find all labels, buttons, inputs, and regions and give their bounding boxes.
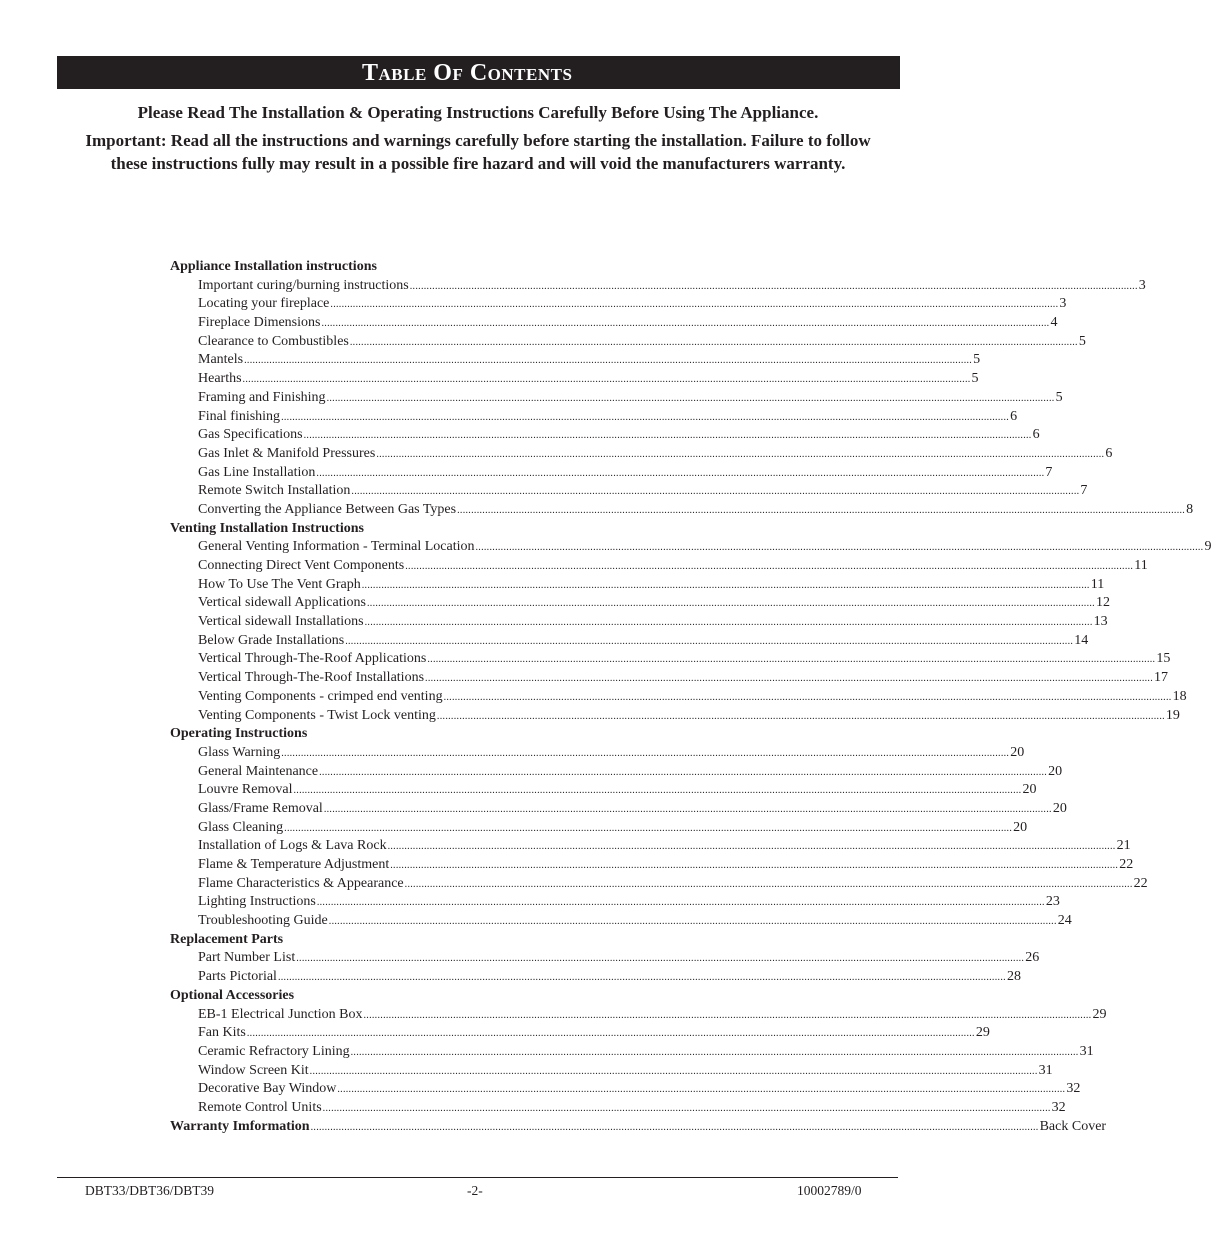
dot-leader: .................................................................................................................................................................................................................................................................... [364, 617, 1093, 629]
toc-entry-page: 7 [1080, 483, 1088, 499]
toc-entry-page: 26 [1025, 950, 1040, 966]
toc-entry-label: Mantels [198, 352, 244, 368]
toc-entry-page: 20 [1013, 819, 1028, 835]
toc-entry-label: Warranty Imformation [170, 1118, 310, 1134]
toc-entry[interactable] [170, 632, 1089, 651]
toc-entry-label: Remote Control Units [198, 1099, 322, 1115]
toc-entry[interactable] [170, 800, 1067, 819]
dot-leader: .................................................................................................................................................................................................................................................................... [390, 860, 1119, 871]
toc-entry-label: Troubleshooting Guide [198, 913, 328, 929]
toc-entry[interactable] [170, 1043, 1094, 1062]
toc-entry-page: 32 [1051, 1099, 1066, 1115]
toc-entry-label: Below Grade Installations [198, 632, 345, 648]
dot-leader: .................................................................................................................................................................................................................................................................... [321, 318, 1050, 330]
toc-entry-page: 6 [1032, 427, 1040, 443]
footer-doc-number: 10002789/0 [797, 1183, 862, 1198]
toc-entry[interactable] [170, 408, 1018, 427]
toc-entry[interactable] [170, 912, 1072, 931]
toc-entry[interactable] [170, 650, 1171, 669]
toc-entry[interactable] [170, 482, 1088, 501]
dot-leader: .................................................................................................................................................................................................................................................................... [277, 972, 1006, 984]
toc-entry-page: 31 [1038, 1062, 1053, 1078]
dot-leader: .................................................................................................................................................................................................................................................................... [303, 430, 1032, 442]
toc-entry-label: Ceramic Refractory Lining [198, 1043, 350, 1059]
toc-entry-label: Glass Cleaning [198, 819, 284, 835]
toc-entry[interactable] [170, 819, 1028, 838]
dot-leader: .................................................................................................................................................................................................................................................................... [316, 897, 1045, 909]
toc-entry-page: 19 [1165, 707, 1180, 723]
toc-entry-label: Vertical Through-The-Roof Installations [198, 670, 425, 686]
toc-entry-label: Gas Line Installation [198, 464, 316, 480]
toc-section-heading: Optional Accessories [170, 987, 295, 1003]
toc-entry-label: Vertical Through-The-Roof Applications [198, 651, 427, 667]
dot-leader: .................................................................................................................................................................................................................................................................... [475, 542, 1204, 554]
toc-entry-page: 17 [1154, 670, 1169, 686]
toc-entry-page: 23 [1045, 894, 1060, 910]
dot-leader: .................................................................................................................................................................................................................................................................... [457, 504, 1186, 516]
dot-leader: .................................................................................................................................................................................................................................................................... [323, 803, 1052, 815]
toc-entry-label: Venting Components - crimped end venting [198, 688, 443, 704]
toc-entry-page: 20 [1048, 763, 1063, 779]
toc-entry[interactable] [170, 464, 1053, 483]
toc-entry[interactable] [170, 576, 1105, 595]
toc-entry-page: 29 [1092, 1006, 1107, 1022]
toc-entry-label: Decorative Bay Window [198, 1081, 337, 1097]
toc-section-heading: Operating Instructions [170, 726, 308, 742]
toc-entry[interactable] [170, 1006, 1107, 1025]
dot-leader: .................................................................................................................................................................................................................................................................... [244, 355, 973, 367]
toc-entry-page: 11 [1134, 558, 1148, 573]
toc-entry[interactable] [170, 314, 1058, 333]
toc-entry[interactable] [170, 1099, 1066, 1118]
toc-entry-label: Gas Specifications [198, 427, 303, 443]
footer-divider [57, 1177, 898, 1178]
dot-leader: .................................................................................................................................................................................................................................................................... [405, 561, 1134, 572]
dot-leader: .................................................................................................................................................................................................................................................................... [387, 841, 1116, 853]
toc-entry-label: Clearance to Combustibles [198, 333, 349, 349]
toc-entry-label: Glass/Frame Removal [198, 800, 323, 816]
dot-leader: .................................................................................................................................................................................................................................................................... [246, 1028, 975, 1040]
toc-entry-label: How To Use The Vent Graph [198, 576, 361, 592]
important-warning-notice: Important: Read all the instructions and warnings carefully before starting the installation. Failure to follow these instructions fully may result in a possible fire hazard and will void the manufacturers warranty. [85, 131, 871, 173]
toc-entry-page: 11 [1090, 576, 1105, 592]
dot-leader: .................................................................................................................................................................................................................................................................... [436, 710, 1165, 722]
toc-entry-label: Vertical sidewall Installations [198, 614, 364, 630]
toc-entry-warranty[interactable] [170, 1118, 1107, 1137]
toc-entry[interactable] [170, 613, 1108, 632]
toc-entry-label: Gas Inlet & Manifold Pressures [198, 445, 376, 461]
toc-entry[interactable] [170, 875, 1148, 894]
dot-leader: .................................................................................................................................................................................................................................................................... [443, 691, 1172, 703]
toc-entry-page: 5 [1078, 333, 1086, 349]
toc-entry-label: Vertical sidewall Applications [198, 595, 366, 611]
toc-entry-page: 32 [1066, 1081, 1081, 1097]
toc-entry[interactable] [170, 351, 981, 370]
dot-leader: .................................................................................................................................................................................................................................................................... [242, 374, 971, 386]
toc-entry-page: 5 [1055, 389, 1063, 405]
toc-entry-label: Framing and Finishing [198, 389, 326, 405]
dot-leader: .................................................................................................................................................................................................................................................................... [361, 579, 1090, 591]
table-of-contents [170, 258, 1211, 1136]
toc-entry-page: 20 [1052, 800, 1067, 816]
page-title: Table Of Contents [362, 60, 573, 86]
toc-entry-page: 6 [1105, 445, 1113, 461]
read-instructions-notice: Please Read The Installation & Operating Instructions Carefully Before Using The Appliance. [137, 103, 819, 122]
toc-entry-label: Connecting Direct Vent Components [198, 558, 405, 573]
toc-entry-page: 28 [1006, 969, 1021, 985]
toc-entry-page: Back Cover [1039, 1118, 1107, 1134]
toc-entry-label: General Venting Information - Terminal Location [198, 539, 475, 555]
dot-leader: .................................................................................................................................................................................................................................................................... [309, 1065, 1038, 1077]
footer-model: DBT33/DBT36/DBT39 [85, 1183, 215, 1198]
toc-entry[interactable] [170, 763, 1063, 782]
dot-leader: .................................................................................................................................................................................................................................................................... [337, 1084, 1066, 1096]
dot-leader: .................................................................................................................................................................................................................................................................... [316, 467, 1045, 479]
toc-entry-label: EB-1 Electrical Junction Box [198, 1006, 363, 1022]
dot-leader: .................................................................................................................................................................................................................................................................... [349, 336, 1078, 348]
toc-entry-label: Important curing/burning instructions [198, 277, 409, 293]
toc-entry[interactable] [170, 538, 1211, 557]
toc-entry[interactable] [170, 856, 1134, 875]
toc-entry-page: 6 [1010, 408, 1018, 424]
dot-leader: .................................................................................................................................................................................................................................................................... [284, 822, 1013, 834]
toc-entry[interactable] [170, 968, 1021, 987]
toc-entry[interactable] [170, 445, 1113, 464]
dot-leader: .................................................................................................................................................................................................................................................................... [281, 747, 1010, 759]
toc-entry-page: 20 [1022, 782, 1037, 798]
toc-entry-label: Converting the Appliance Between Gas Types [198, 501, 457, 517]
toc-entry[interactable] [170, 707, 1180, 726]
dot-leader: .................................................................................................................................................................................................................................................................... [404, 878, 1133, 890]
toc-entry-label: Window Screen Kit [198, 1062, 309, 1078]
toc-entry-label: Parts Pictorial [198, 969, 277, 985]
toc-entry-label: Louvre Removal [198, 782, 293, 798]
title-bar [57, 56, 900, 89]
toc-entry[interactable] [170, 1080, 1081, 1099]
dot-leader: .................................................................................................................................................................................................................................................................... [296, 953, 1025, 965]
toc-entry[interactable] [170, 557, 1148, 576]
toc-entry[interactable] [170, 277, 1146, 296]
toc-entry-page: 7 [1045, 464, 1053, 480]
toc-entry-page: 5 [971, 371, 979, 387]
toc-entry-page: 29 [975, 1025, 990, 1041]
dot-leader: .................................................................................................................................................................................................................................................................... [376, 448, 1105, 460]
toc-section-heading: Venting Installation Instructions [170, 520, 364, 536]
toc-entry-label: Installation of Logs & Lava Rock [198, 838, 387, 854]
toc-entry[interactable] [170, 333, 1086, 352]
toc-entry-label: Final finishing [198, 408, 281, 424]
toc-section-heading: Appliance Installation instructions [170, 259, 377, 274]
toc-entry[interactable] [170, 295, 1067, 314]
toc-entry-page: 9 [1204, 539, 1211, 555]
toc-entry-page: 21 [1116, 838, 1131, 854]
toc-entry-page: 15 [1156, 651, 1171, 667]
toc-entry[interactable] [170, 1024, 990, 1043]
toc-entry-label: Part Number List [198, 950, 296, 966]
toc-entry-label: Fan Kits [198, 1025, 246, 1041]
toc-entry[interactable] [170, 1062, 1053, 1081]
toc-entry-page: 3 [1138, 277, 1146, 293]
toc-entry-page: 13 [1093, 614, 1108, 630]
toc-entry-label: Glass Warning [198, 744, 281, 760]
toc-entry-page: 18 [1172, 688, 1187, 704]
toc-entry[interactable] [170, 501, 1194, 520]
toc-entry-page: 12 [1095, 595, 1110, 611]
toc-entry[interactable] [170, 781, 1037, 800]
toc-entry-page: 5 [973, 352, 981, 368]
toc-entry-label: Flame Characteristics & Appearance [198, 875, 404, 891]
dot-leader: .................................................................................................................................................................................................................................................................... [330, 299, 1059, 311]
toc-entry-label: Hearths [198, 371, 242, 387]
dot-leader: .................................................................................................................................................................................................................................................................... [328, 916, 1057, 928]
dot-leader: .................................................................................................................................................................................................................................................................... [351, 486, 1080, 498]
dot-leader: .................................................................................................................................................................................................................................................................... [363, 1009, 1092, 1021]
dot-leader: .................................................................................................................................................................................................................................................................... [293, 785, 1022, 797]
dot-leader: .................................................................................................................................................................................................................................................................... [350, 1046, 1079, 1058]
toc-entry[interactable] [170, 893, 1060, 912]
toc-entry[interactable] [170, 594, 1110, 613]
toc-entry-label: Fireplace Dimensions [198, 315, 321, 331]
dot-leader: .................................................................................................................................................................................................................................................................... [281, 411, 1010, 423]
dot-leader: .................................................................................................................................................................................................................................................................... [425, 673, 1154, 685]
dot-leader: .................................................................................................................................................................................................................................................................... [322, 1102, 1051, 1114]
toc-entry-page: 31 [1079, 1043, 1094, 1059]
dot-leader: .................................................................................................................................................................................................................................................................... [427, 654, 1156, 666]
toc-entry-page: 4 [1050, 315, 1058, 331]
toc-entry[interactable] [170, 426, 1040, 445]
toc-entry[interactable] [170, 688, 1187, 707]
toc-entry[interactable] [170, 370, 979, 389]
toc-entry-label: Lighting Instructions [198, 894, 316, 910]
toc-entry[interactable] [170, 669, 1169, 688]
dot-leader: .................................................................................................................................................................................................................................................................... [310, 1121, 1039, 1133]
toc-entry-page: 14 [1074, 632, 1089, 648]
toc-entry-page: 3 [1059, 296, 1067, 312]
toc-entry-label: Flame & Temperature Adjustment [198, 857, 390, 872]
toc-entry[interactable] [170, 389, 1063, 408]
toc-entry-page: 20 [1010, 744, 1025, 760]
dot-leader: .................................................................................................................................................................................................................................................................... [319, 766, 1048, 778]
dot-leader: .................................................................................................................................................................................................................................................................... [409, 280, 1138, 292]
toc-entry-page: 8 [1186, 501, 1194, 517]
toc-section-heading: Replacement Parts [170, 931, 284, 947]
dot-leader: .................................................................................................................................................................................................................................................................... [366, 598, 1095, 610]
toc-entry-label: General Maintenance [198, 763, 319, 779]
footer-page-number: -2- [467, 1183, 483, 1198]
toc-entry[interactable] [170, 744, 1025, 763]
toc-entry-page: 22 [1119, 857, 1134, 872]
toc-entry-label: Venting Components - Twist Lock venting [198, 707, 436, 723]
toc-entry[interactable] [170, 837, 1131, 856]
dot-leader: .................................................................................................................................................................................................................................................................... [326, 392, 1055, 404]
toc-entry-label: Remote Switch Installation [198, 483, 351, 499]
toc-entry-page: 22 [1133, 875, 1148, 891]
dot-leader: .................................................................................................................................................................................................................................................................... [345, 635, 1074, 647]
toc-entry[interactable] [170, 949, 1040, 968]
toc-entry-label: Locating your fireplace [198, 296, 330, 312]
toc-entry-page: 24 [1057, 913, 1072, 929]
